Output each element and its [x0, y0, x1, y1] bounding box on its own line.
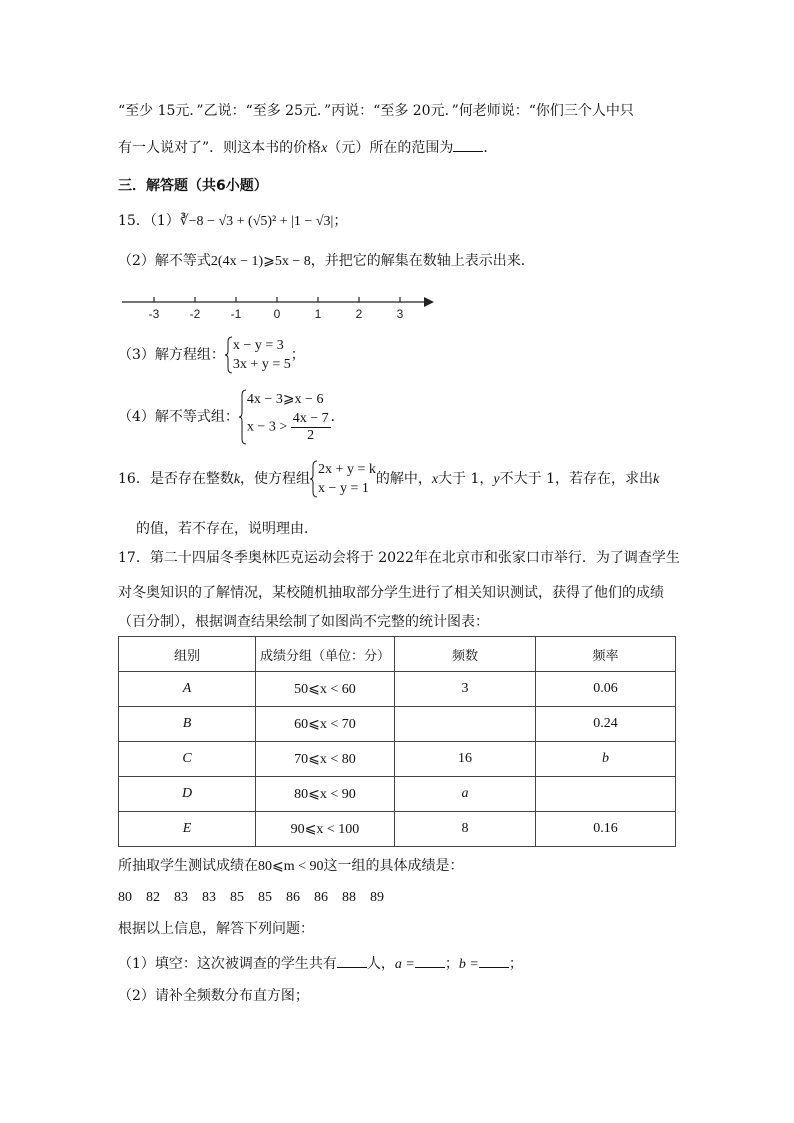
q17-part1-pre: （1）填空：这次被调查的学生共有	[118, 956, 337, 972]
q15-part3-eq1: x − y = 3	[232, 338, 284, 353]
q15-part4-eq2-left: x − 3 >	[246, 419, 288, 435]
table-row	[119, 742, 676, 777]
q16-line-1	[118, 460, 659, 499]
scores-intro-post: 这一组的具体成绩是：	[323, 858, 464, 874]
q17-line-2: 对冬奥知识的了解情况，某校随机抽取部分学生进行了相关知识测试，获得了他们的成绩	[118, 585, 664, 601]
brace-icon	[239, 389, 247, 445]
cell-group: C	[119, 742, 256, 777]
score-table	[118, 636, 676, 847]
q15-part3-system	[233, 336, 291, 374]
intro-line-2-pre: 有一人说对了”．则这本书的价格	[118, 140, 322, 156]
q16-mid: ，使方程组	[240, 471, 311, 487]
number-line-arrow	[424, 297, 434, 307]
intro-line-2-post: （元）所在的范围为	[327, 140, 454, 156]
q16-eq2: x − y = 1	[318, 481, 369, 496]
q16-system	[318, 460, 376, 498]
table-row	[119, 777, 676, 812]
fraction-numerator: 4x − 7	[292, 410, 329, 426]
tick-label: 2	[355, 307, 363, 321]
answer-a-label: a =	[394, 957, 415, 972]
q15-part3-eq2: 3x + y = 5	[232, 357, 291, 372]
table-row	[119, 672, 676, 707]
header-frequency: 频数	[395, 637, 536, 672]
header-score-range: 成绩分组（单位：分）	[256, 637, 395, 672]
brace-icon	[310, 460, 318, 498]
header-rate: 频率	[536, 637, 676, 672]
cell-group: E	[119, 812, 256, 847]
q16-k-end: k	[653, 472, 660, 487]
tick-label: 1	[314, 307, 322, 321]
intro-line-1: “至少 15元．”乙说：“至多 25元．”丙说：“至多 20元．”何老师说：“你们三个人中只	[118, 103, 634, 119]
q16-k: k	[233, 472, 241, 487]
tick-label: -1	[230, 307, 242, 321]
cell-group: A	[119, 672, 256, 707]
tick-label: -2	[189, 307, 201, 321]
q15-part4	[118, 389, 345, 445]
cell-range: 90⩽x < 100	[256, 812, 395, 847]
q17-part2: （2）请补全频数分布直方图；	[118, 988, 309, 1004]
q17-line-3: （百分制），根据调查结果绘制了如图尚不完整的统计图表：	[118, 614, 489, 630]
scores-intro	[118, 856, 464, 877]
q17-line-1: 17．第二十四届冬季奥林匹克运动会将于 2022年在北京市和张家口市举行．为了调查学生	[118, 550, 680, 566]
q15-part4-fraction	[291, 411, 331, 444]
cell-range: 50⩽x < 60	[256, 672, 395, 707]
answer-blank	[453, 137, 483, 152]
intro-line-2-end: ．	[483, 140, 498, 156]
q15-part4-label: （4）解不等式组：	[118, 409, 239, 425]
cell-group: D	[119, 777, 256, 812]
cell-frequency: 8	[395, 812, 536, 847]
q15-part1-label: 15．（1）	[118, 213, 180, 229]
cell-frequency: a	[395, 777, 536, 812]
table-header-row	[119, 637, 676, 672]
q15-part2-inequality: 2(4x − 1)⩾5x − 8	[210, 254, 311, 269]
cell-range: 70⩽x < 80	[256, 742, 395, 777]
q17-part1	[118, 953, 523, 975]
scores-intro-expression: 80⩽m < 90	[258, 859, 324, 874]
scores-list: 80 82 83 83 85 85 86 86 88 89	[118, 890, 384, 905]
cell-group: B	[119, 707, 256, 742]
q16-post-a: 的解中，	[375, 471, 432, 487]
q17-part1-end: ；	[508, 956, 523, 972]
q16-eq1: 2x + y = k	[318, 462, 376, 477]
q15-part1	[118, 211, 347, 232]
q16-y: y	[493, 472, 500, 487]
cell-rate	[536, 777, 676, 812]
tick-label: -3	[148, 307, 160, 321]
q17-part1-mid: 人，	[366, 956, 395, 972]
table-row	[119, 812, 676, 847]
instruction: 根据以上信息，解答下列问题：	[118, 921, 314, 937]
cell-rate: b	[536, 742, 676, 777]
answer-blank	[415, 953, 445, 968]
q16-post-c: 不大于 1，若存在，求出	[499, 471, 653, 487]
scores-intro-pre: 所抽取学生测试成绩在	[118, 858, 258, 874]
cell-rate: 0.24	[536, 707, 676, 742]
section-title: 三．解答题（共6小题）	[118, 178, 268, 194]
cell-rate: 0.06	[536, 672, 676, 707]
number-line	[118, 288, 438, 324]
q15-part1-end: ；	[333, 213, 348, 229]
answer-blank	[337, 953, 367, 968]
brace-icon	[225, 336, 233, 374]
cell-frequency	[395, 707, 536, 742]
cell-range: 60⩽x < 70	[256, 707, 395, 742]
table-row	[119, 707, 676, 742]
header-group: 组别	[119, 637, 256, 672]
q15-part1-expression: ∛−8 − √3 + (√5)² + |1 − √3|	[179, 214, 334, 229]
cell-rate: 0.16	[536, 812, 676, 847]
q15-part4-eq1: 4x − 3⩾x − 6	[246, 391, 324, 407]
q15-part2-post: ，并把它的解集在数轴上表示出来．	[310, 253, 535, 269]
q15-part4-end: ．	[330, 409, 345, 425]
answer-blank	[479, 953, 509, 968]
q15-part2	[118, 251, 535, 272]
q15-part3-label: （3）解方程组：	[118, 347, 225, 363]
tick-label: 0	[273, 307, 281, 321]
q15-part2-label: （2）解不等式	[118, 253, 211, 269]
q16-pre: 16．是否存在整数	[118, 471, 234, 487]
answer-b-label: b =	[458, 957, 479, 972]
q15-part3-end: ；	[290, 347, 305, 363]
q16-post-b: 大于 1，	[438, 471, 494, 487]
cell-frequency: 16	[395, 742, 536, 777]
q16-line-2: 的值，若不存在，说明理由．	[136, 521, 318, 537]
price-variable: x	[321, 141, 328, 156]
cell-range: 80⩽x < 90	[256, 777, 395, 812]
q16-x: x	[431, 472, 439, 487]
tick-label: 3	[396, 307, 404, 321]
q15-part4-system	[247, 391, 331, 444]
q17-part1-sep: ；	[444, 956, 459, 972]
cell-frequency: 3	[395, 672, 536, 707]
q15-part3	[118, 336, 305, 374]
fraction-denominator: 2	[307, 427, 315, 443]
intro-line-2	[118, 137, 497, 159]
